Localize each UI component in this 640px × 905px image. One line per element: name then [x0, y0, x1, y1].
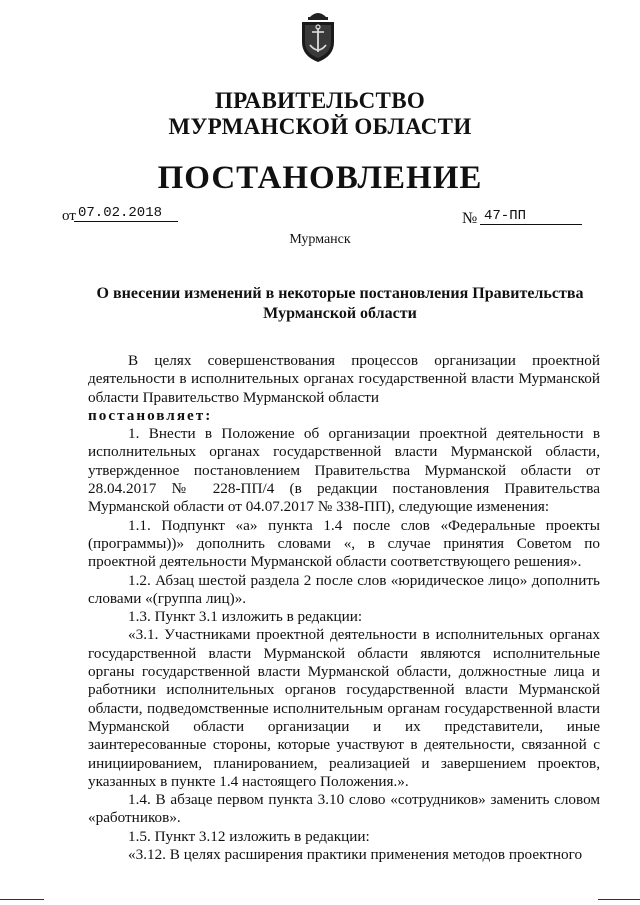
document-type: ПОСТАНОВЛЕНИЕ [157, 160, 483, 196]
body-paragraph: «3.1. Участниками проектной деятельности в исполнительных органах государственной власти Мурманской области являются исполнительные органы государственной власти Мурманской области, должностные лица и работники исполнительных органов государственной власти Мурманской области, подведомственные исполнительным органам государственной власти Мурманской области организации и их представители, иные заинтересованные стороны, которые участвуют в деятельности, связанной с инициированием, планированием, реализацией и завершением проектов, указанных в пункте 1.4 настоящего Положения.». [88, 626, 600, 790]
decree-word: постановляет: [88, 406, 213, 424]
org-name-line2: МУРМАНСКОЙ ОБЛАСТИ [168, 114, 472, 139]
body-paragraph: 1.3. Пункт 3.1 изложить в редакции: [128, 608, 363, 626]
intro-paragraph: В целях совершенствования процессов организации проектной деятельности в исполнительных органах государственной власти Мурманской области Правительство Мурманской области [88, 352, 600, 406]
body-paragraph: 1.2. Абзац шестой раздела 2 после слов «юридическое лицо» дополнить словами «(группа лиц)». [88, 571, 600, 607]
body-paragraph: 1.1. Подпункт «а» пункта 1.4 после слов «Федеральные проекты (программы))» дополнить словами «, в случае принятия Советом по проектной деятельности Мурманской области соответствующего решения». [88, 516, 600, 571]
title-line1: О внесении изменений в некоторые постановления Правительства [96, 285, 584, 302]
number-label: № [462, 210, 478, 227]
decree-line [88, 407, 600, 425]
scan-artifact-left [0, 899, 44, 900]
body-paragraph: «3.12. В целях расширения практики применения методов проектного [128, 846, 583, 864]
document-body [88, 352, 600, 864]
scan-artifact-right [598, 899, 640, 900]
date-value: 07.02.2018 [74, 205, 178, 222]
body-paragraph: 1.4. В абзаце первом пункта 3.10 слово «сотрудников» заменить словом «работников». [88, 791, 600, 827]
number-value: 47-ПП [480, 208, 582, 225]
body-paragraph: 1. Внести в Положение об организации проектной деятельности в исполнительных органах государственной власти Мурманской области, утвержденное постановлением Правительства Мурманской области от 28.04.2017 № 228-ПП/4 (в редакции постановления Правительства Мурманской области от 04.07.2017 № 338-ПП), следующие изменения: [88, 425, 600, 516]
document-title [80, 284, 600, 324]
coat-of-arms-icon [296, 8, 340, 64]
org-name-line1: ПРАВИТЕЛЬСТВО [214, 88, 426, 113]
date-label: от [62, 208, 76, 224]
body-paragraph: 1.5. Пункт 3.12 изложить в редакции: [128, 827, 370, 845]
city: Мурманск [289, 232, 351, 247]
title-line2: Мурманской области [263, 305, 417, 322]
